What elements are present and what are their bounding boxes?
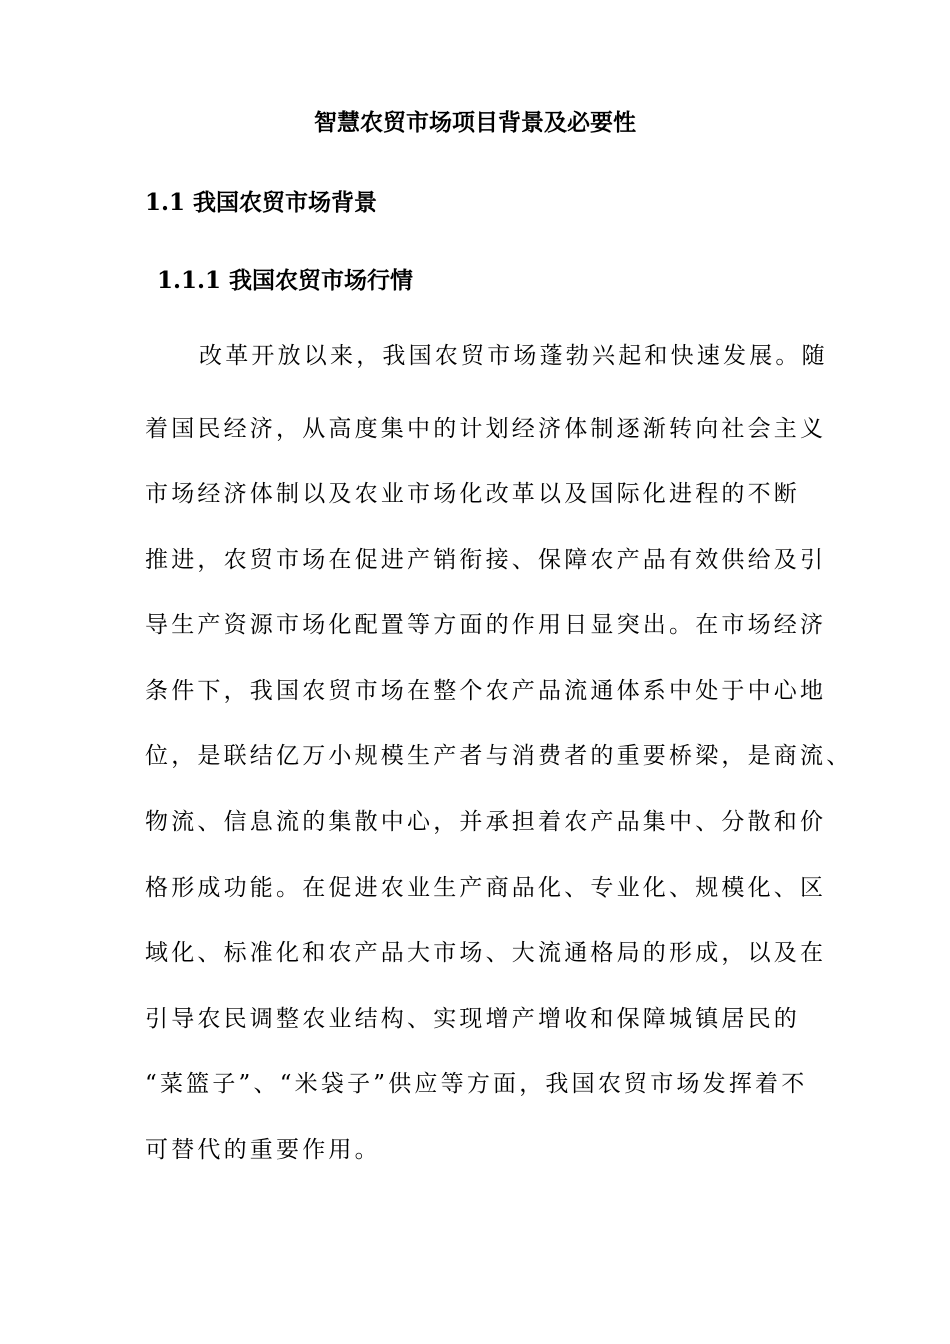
paragraph-line: “菜篮子”、“米袋子”供应等方面，我国农贸市场发挥着不 xyxy=(145,1071,808,1097)
paragraph-line: 导生产资源市场化配置等方面的作用日显突出。在市场经济 xyxy=(145,612,827,638)
paragraph-line: 市场经济体制以及农业市场化改革以及国际化进程的不断 xyxy=(145,481,800,507)
paragraph-line: 着国民经济，从高度集中的计划经济体制逐渐转向社会主义 xyxy=(145,416,827,442)
paragraph-line: 域化、标准化和农产品大市场、大流通格局的形成，以及在 xyxy=(145,940,827,966)
paragraph-line: 格形成功能。在促进农业生产商品化、专业化、规模化、区 xyxy=(145,875,827,901)
paragraph-line: 物流、信息流的集散中心，并承担着农产品集中、分散和价 xyxy=(145,809,827,835)
document-title: 智慧农贸市场项目背景及必要性 xyxy=(314,109,636,136)
paragraph-line: 条件下，我国农贸市场在整个农产品流通体系中处于中心地 xyxy=(145,678,827,704)
paragraph-line: 改革开放以来，我国农贸市场蓬勃兴起和快速发展。随 xyxy=(199,343,828,369)
paragraph-line: 引导农民调整农业结构、实现增产增收和保障城镇居民的 xyxy=(145,1006,800,1032)
paragraph-line: 推进，农贸市场在促进产销衔接、保障农产品有效供给及引 xyxy=(145,547,827,573)
paragraph-line: 位，是联结亿万小规模生产者与消费者的重要桥梁，是商流、 xyxy=(145,743,853,769)
subsection-heading: 1.1.1 我国农贸市场行情 xyxy=(157,267,414,294)
section-heading: 1.1 我国农贸市场背景 xyxy=(145,189,378,216)
paragraph-line: 可替代的重要作用。 xyxy=(145,1137,381,1163)
